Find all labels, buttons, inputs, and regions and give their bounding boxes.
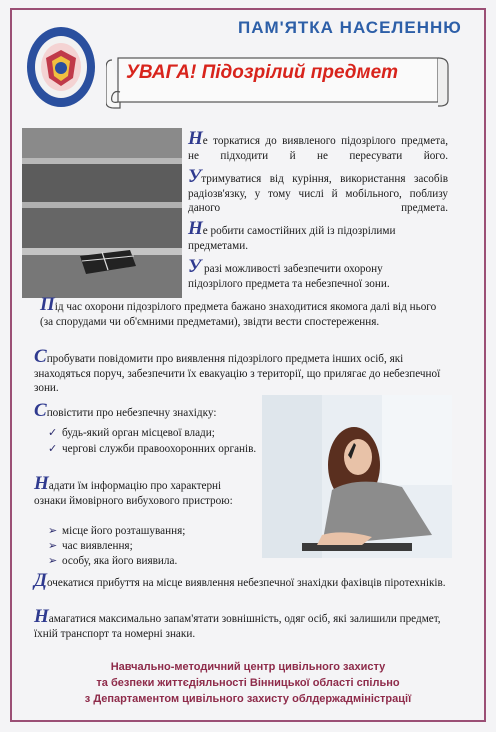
banner-title: УВАГА! Підозрілий предмет [126, 62, 399, 83]
rule-10 [34, 606, 450, 641]
rule-7 [34, 400, 254, 421]
rule-text: амагатися максимально запам'ятати зовнішність, одяг осіб, які залишили предмет, їхній транспорт та номерні знаки. [34, 613, 441, 640]
notify-item-1: будь-який орган місцевої влади; [62, 427, 215, 439]
rule-text: очекатися прибуття на місце виявлення небезпечної знахідки фахівців піротехніків. [46, 577, 446, 589]
rule-6 [34, 346, 450, 396]
suspicious-package-photo [22, 128, 182, 298]
arrow-bullet-icon: ➢ [48, 540, 58, 552]
woman-calling-photo [262, 395, 452, 558]
rule-text: адати їм інформацію про характерні ознаки ймовірного вибухового пристрою: [34, 480, 233, 507]
info-item-2: час виявлення; [62, 540, 133, 552]
rule-5 [40, 294, 450, 329]
notify-item-2: чергові служби правоохоронних органів. [62, 443, 257, 455]
drop-cap: С [34, 346, 47, 367]
rule-1 [188, 128, 448, 163]
drop-cap: С [34, 400, 47, 421]
rule-text: е робити самостійних дій із підозрілими предметами. [188, 225, 396, 252]
drop-cap: Д [34, 570, 47, 591]
rule-text: ід час охорони підозрілого предмета бажано знаходитися якомога далі від нього (за спорудами чи об'ємними предметами), звідти вести спостереження. [40, 301, 437, 328]
rule-text: е торкатися до виявленого підозрілого предмета, не підходити й не пересувати його. [188, 135, 448, 162]
footer-line-2: та безпеки життєдіяльності Вінницької області спільно [96, 677, 400, 689]
check-icon: ✓ [48, 427, 58, 439]
memo-title: ПАМ'ЯТКА НАСЕЛЕННЮ [238, 18, 462, 37]
arrow-bullet-icon: ➢ [48, 525, 58, 537]
rule-9 [34, 570, 450, 591]
drop-cap: Н [188, 218, 203, 239]
arrow-bullet-icon: ➢ [48, 555, 58, 567]
drop-cap: У [188, 256, 202, 277]
rule-4 [188, 256, 428, 291]
info-item-1: місце його розташування; [62, 525, 186, 537]
drop-cap: У [188, 166, 202, 187]
check-icon: ✓ [48, 443, 58, 455]
rule-8 [34, 473, 252, 508]
rule-text: тримуватися від куріння, використання засобів радіозв'язку, у тому числі й мобільного, поблизу даного предмета. [188, 173, 448, 214]
drop-cap: П [40, 294, 55, 315]
footer-line-1: Навчально-методичний центр цивільного захисту [110, 661, 386, 673]
footer-line-3: з Департаментом цивільного захисту облдержадміністрації [84, 693, 412, 705]
rule-3 [188, 218, 428, 253]
civil-protection-emblem [26, 26, 96, 108]
rule-text: повістити про небезпечну знахідку: [46, 407, 217, 419]
rule-text: разі можливості забезпечити охорону підозрілого предмета та небезпечної зони. [188, 263, 390, 290]
drop-cap: Н [34, 473, 49, 494]
rule-2 [188, 166, 448, 216]
drop-cap: Н [188, 128, 203, 149]
drop-cap: Н [34, 606, 49, 627]
info-item-3: особу, яка його виявила. [62, 555, 178, 567]
rule-text: пробувати повідомити про виявлення підозрілого предмета інших осіб, які знаходяться поруч, забезпечити їх евакуацію з території, що прилягає до небезпечної зони. [34, 353, 441, 394]
footer [60, 659, 436, 707]
